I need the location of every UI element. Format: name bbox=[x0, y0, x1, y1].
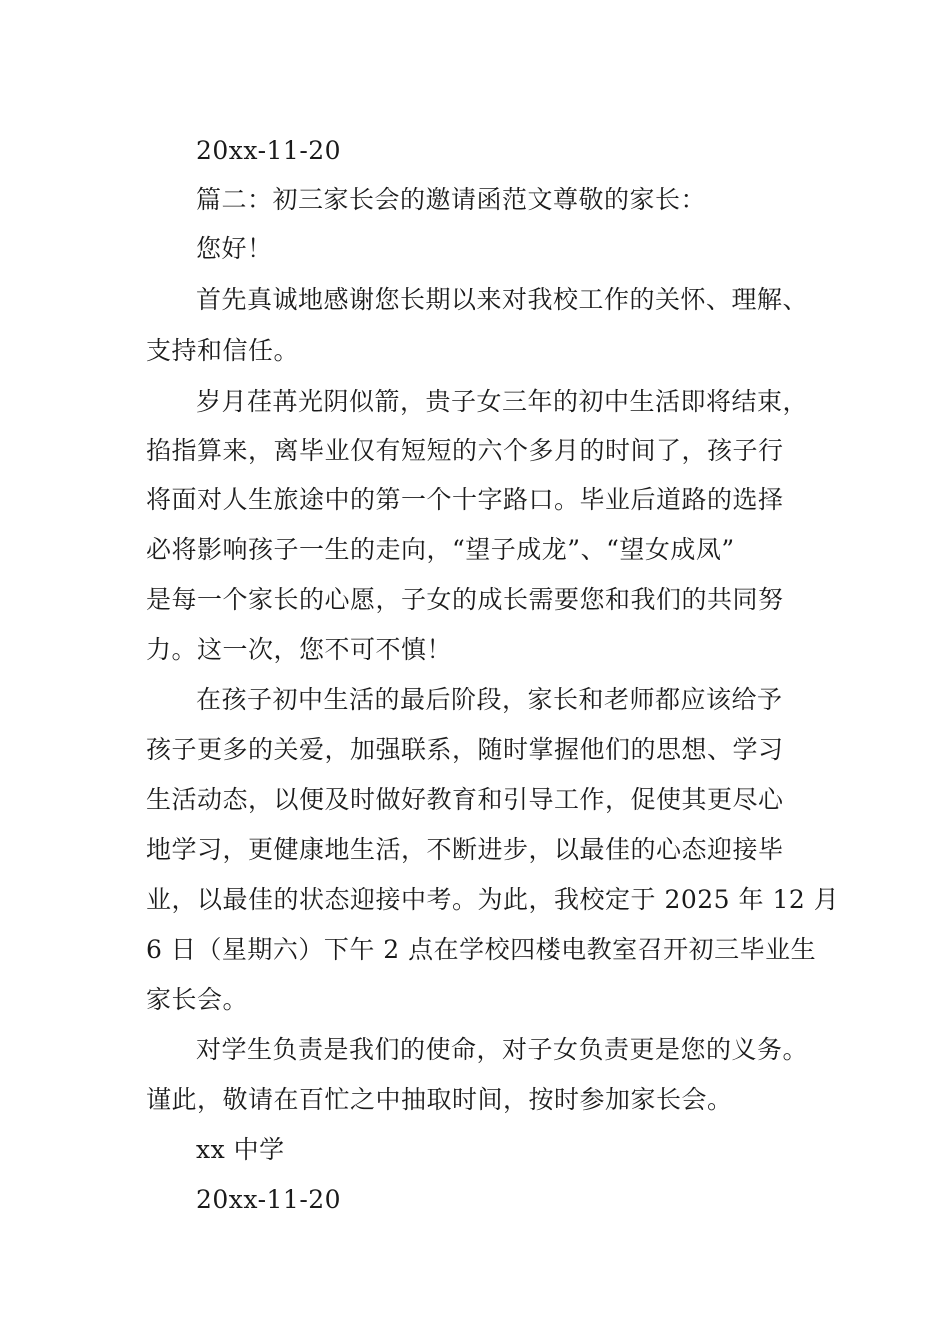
paragraph-line: 力。这一次，您不可不慎！ bbox=[146, 635, 453, 664]
paragraph-line: 家长会。 bbox=[146, 985, 249, 1014]
paragraph-line: 孩子更多的关爱，加强联系，随时掌握他们的思想、学习 bbox=[146, 735, 784, 764]
section-heading: 篇二：初三家长会的邀请函范文尊敬的家长： bbox=[196, 185, 707, 214]
paragraph-line: 岁月荏苒光阴似箭，贵子女三年的初中生活即将结束， bbox=[196, 387, 809, 416]
paragraph-line: 地学习，更健康地生活，不断进步，以最佳的心态迎接毕 bbox=[146, 835, 784, 864]
paragraph-line: 对学生负责是我们的使命，对子女负责更是您的义务。 bbox=[196, 1035, 809, 1064]
signature-date: 20xx-11-20 bbox=[196, 1185, 342, 1214]
paragraph-line: 首先真诚地感谢您长期以来对我校工作的关怀、理解、 bbox=[196, 285, 809, 314]
paragraph-line: 谨此，敬请在百忙之中抽取时间，按时参加家长会。 bbox=[146, 1085, 733, 1114]
paragraph-line: 6 日（星期六）下午 2 点在学校四楼电教室召开初三毕业生 bbox=[146, 935, 817, 964]
paragraph-line: 必将影响孩子一生的走向，“望子成龙”、“望女成凤” bbox=[146, 535, 735, 564]
signature-school: xx 中学 bbox=[196, 1135, 285, 1164]
paragraph-line: 掐指算来，离毕业仅有短短的六个多月的时间了，孩子行 bbox=[146, 436, 784, 465]
date-line: 20xx-11-20 bbox=[196, 136, 342, 165]
paragraph-line: 将面对人生旅途中的第一个十字路口。毕业后道路的选择 bbox=[146, 485, 784, 514]
paragraph-line: 业，以最佳的状态迎接中考。为此，我校定于 2025 年 12 月 bbox=[146, 885, 840, 914]
paragraph-line: 生活动态，以便及时做好教育和引导工作，促使其更尽心 bbox=[146, 785, 784, 814]
paragraph-line: 支持和信任。 bbox=[146, 336, 300, 365]
greeting: 您好！ bbox=[196, 234, 273, 263]
paragraph-line: 在孩子初中生活的最后阶段，家长和老师都应该给予 bbox=[196, 685, 783, 714]
paragraph-line: 是每一个家长的心愿，子女的成长需要您和我们的共同努 bbox=[146, 585, 784, 614]
